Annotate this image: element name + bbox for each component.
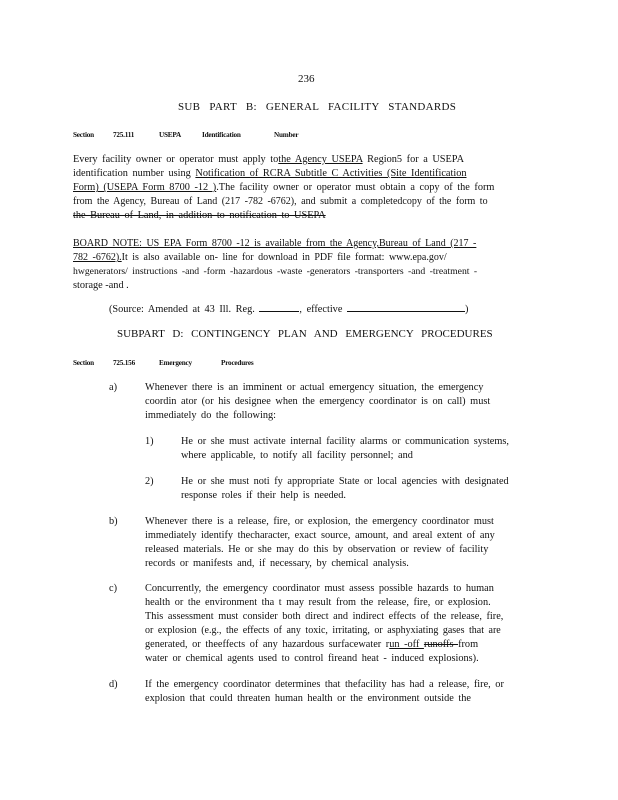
item-text-line: released materials. He or she may do this by observation or review of facility bbox=[145, 544, 489, 555]
item-text-line: immediately identify thecharacter, exact source, amount, and areal extent of any bbox=[145, 530, 495, 541]
subitem-label: 2) bbox=[145, 476, 154, 487]
section-title-word: Procedures bbox=[221, 359, 254, 367]
board-note-line bbox=[73, 251, 447, 264]
item-text-line: He or she must activate internal facility alarms or communication systems, bbox=[181, 436, 509, 447]
section-label: Section bbox=[73, 359, 94, 367]
item-text-line bbox=[145, 638, 478, 651]
item-label: c) bbox=[109, 583, 117, 594]
paragraph-line bbox=[73, 153, 464, 166]
board-note-line: storage -and . bbox=[73, 280, 129, 291]
board-note-line: BOARD NOTE: US EPA Form 8700 -12 is available from the Agency,Bureau of Land (217 - bbox=[73, 238, 477, 249]
blank-line bbox=[259, 311, 299, 312]
item-label: a) bbox=[109, 382, 117, 393]
paragraph-line bbox=[73, 181, 494, 194]
subpart-d-heading: SUBPART D: CONTINGENCY PLAN AND EMERGENCY PROCEDURES bbox=[117, 328, 493, 340]
text-run: , effective bbox=[299, 304, 343, 315]
item-text-line: response roles if their help is needed. bbox=[181, 490, 346, 501]
section-title-word: Number bbox=[274, 131, 299, 139]
text-run: It is also available on- line for download in PDF file format: www.epa.gov/ bbox=[121, 252, 447, 263]
inserted-text: Form) (USEPA Form 8700 -12 ) bbox=[73, 182, 217, 193]
blank-line bbox=[347, 311, 465, 312]
item-text-line: If the emergency coordinator determines that thefacility has had a release, fire, or bbox=[145, 679, 504, 690]
item-text-line: Whenever there is an imminent or actual emergency situation, the emergency bbox=[145, 382, 484, 393]
board-note-line: hwgenerators/ instructions -and -form -hazardous -waste -generators -transporters -and -treatment - bbox=[73, 266, 478, 277]
subpart-b-heading: SUB PART B: GENERAL FACILITY STANDARDS bbox=[178, 101, 457, 113]
item-text-line: water or chemical agents used to control fireand heat - induced explosions). bbox=[145, 653, 479, 664]
section-title-word: USEPA bbox=[159, 131, 182, 139]
text-run: identification number using bbox=[73, 168, 196, 179]
text-run: Every facility owner or operator must apply to bbox=[73, 154, 279, 165]
item-text-line: health or the environment tha t may result from the release, fire, or explosion. bbox=[145, 597, 491, 608]
text-run: ) bbox=[464, 304, 469, 315]
text-run: generated, or theeffects of any hazardous surfacewater r bbox=[145, 639, 390, 650]
item-text-line: or explosion (e.g., the effects of any toxic, irritating, or asphyxiating gases that are bbox=[145, 625, 501, 636]
paragraph-line bbox=[73, 167, 467, 180]
text-run: from bbox=[458, 639, 479, 650]
item-label: b) bbox=[109, 516, 118, 527]
item-text-line: immediately do the following: bbox=[145, 410, 276, 421]
text-run: (Source: Amended at 43 Ill. Reg. bbox=[109, 304, 255, 315]
inserted-text: 782 -6762). bbox=[73, 252, 122, 263]
item-text-line: He or she must noti fy appropriate State or local agencies with designated bbox=[181, 476, 509, 487]
inserted-text: Notification of RCRA Subtitle C Activities (Site Identification bbox=[195, 168, 467, 179]
section-title-word: Emergency bbox=[159, 359, 192, 367]
page-number: 236 bbox=[298, 73, 315, 85]
source-note bbox=[109, 303, 468, 316]
item-text-line: records or manifests and, if necessary, by chemical analysis. bbox=[145, 558, 409, 569]
section-label: Section bbox=[73, 131, 94, 139]
item-text-line: Whenever there is a release, fire, or explosion, the emergency coordinator must bbox=[145, 516, 494, 527]
deleted-text: the Bureau of Land, in addition to notification to USEPA bbox=[73, 210, 326, 221]
item-text-line: This assessment must consider both direct and indirect effects of the release, fire, bbox=[145, 611, 504, 622]
subitem-label: 1) bbox=[145, 436, 154, 447]
item-text-line: where applicable, to notify all facility personnel; and bbox=[181, 450, 413, 461]
section-number: 725.111 bbox=[113, 131, 135, 139]
item-text-line: Concurrently, the emergency coordinator must assess possible hazards to human bbox=[145, 583, 494, 594]
text-run: Region5 for a USEPA bbox=[362, 154, 465, 165]
inserted-text: the Agency USEPA bbox=[278, 154, 363, 165]
text-run: .The facility owner or operator must obtain a copy of the form bbox=[216, 182, 495, 193]
deleted-text: runoffs bbox=[423, 639, 459, 650]
inserted-text: un -off bbox=[389, 639, 424, 650]
item-text-line: coordin ator (or his designee when the emergency coordinator is on call) must bbox=[145, 396, 491, 407]
paragraph-line: from the Agency, Bureau of Land (217 -782 -6762), and submit a completedcopy of the form to bbox=[73, 196, 488, 207]
section-title-word: Identification bbox=[202, 131, 241, 139]
item-label: d) bbox=[109, 679, 118, 690]
section-number: 725.156 bbox=[113, 359, 135, 367]
item-text-line: explosion that could threaten human health or the environment outside the bbox=[145, 693, 471, 704]
